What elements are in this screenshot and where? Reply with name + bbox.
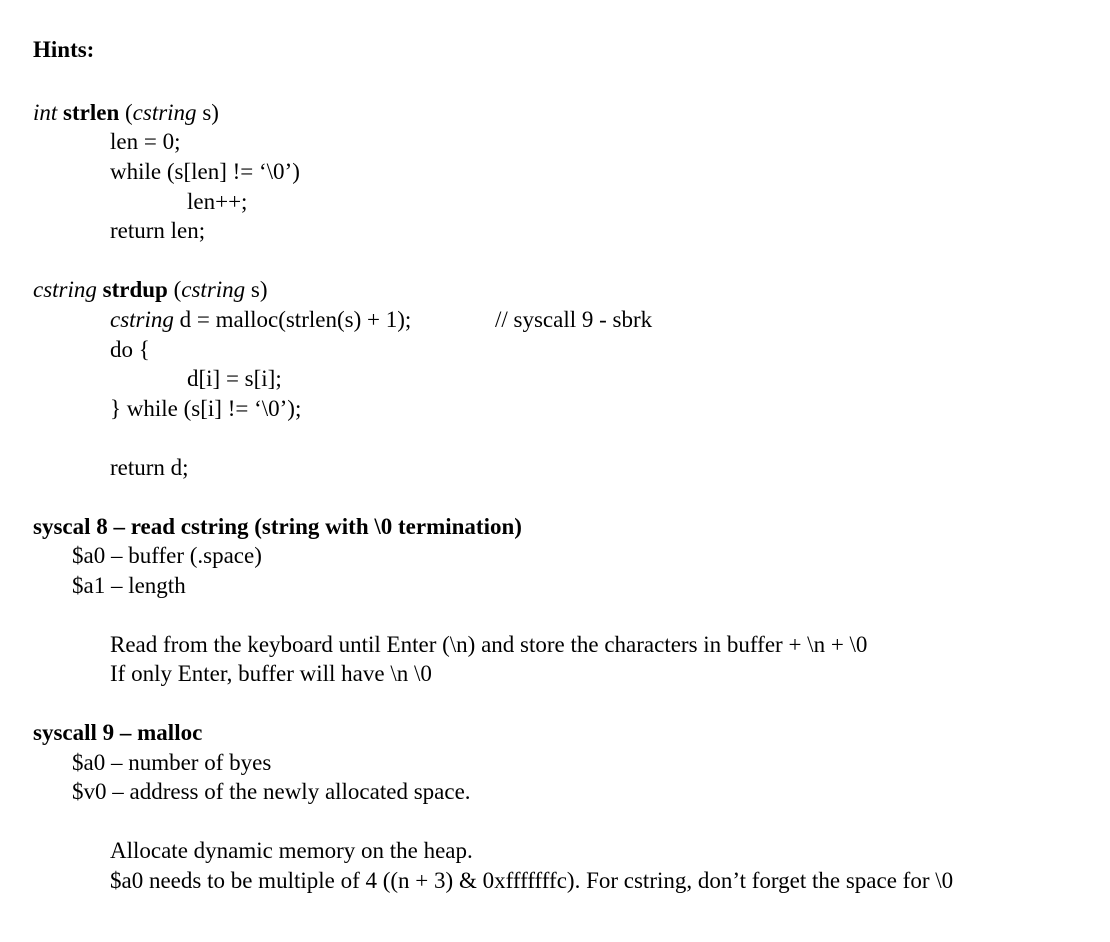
hints-title: Hints: [33, 37, 95, 62]
strdup-line-3: } while (s[i] != ‘\0’); [110, 396, 302, 421]
syscall9-arg-a0: $a0 – number of byes [72, 750, 272, 775]
strlen-param-type: cstring [132, 100, 197, 125]
strlen-line-2: while (s[len] != ‘\0’) [110, 159, 300, 184]
strdup-decl [110, 308, 411, 331]
syscall9-arg-v0: $v0 – address of the newly allocated space. [72, 779, 471, 804]
syscall8-title: syscal 8 – read cstring (string with \0 termination) [33, 514, 522, 539]
syscall9-title: syscall 9 – malloc [33, 720, 203, 745]
strdup-decl-comment: // syscall 9 - sbrk [495, 307, 653, 332]
syscall8-arg-a1: $a1 – length [72, 573, 186, 598]
strlen-line-1: len = 0; [110, 129, 181, 154]
strdup-decl-type: cstring [110, 307, 174, 332]
strdup-param-type: cstring [181, 277, 246, 302]
strdup-signature: cstring strdup (cstring s) [33, 277, 268, 302]
strlen-return-type: int [33, 100, 58, 125]
strdup-line-1: do { [110, 337, 150, 362]
strdup-return-type: cstring [33, 277, 97, 302]
strlen-line-3: len++; [187, 189, 248, 214]
strdup-name: strdup [102, 277, 168, 302]
syscall8-desc-2: If only Enter, buffer will have \n \0 [110, 661, 432, 686]
strdup-param-close: s) [250, 277, 268, 302]
strdup-line-2: d[i] = s[i]; [187, 366, 282, 391]
strdup-decl-rest: d = malloc(strlen(s) + 1); [179, 307, 412, 332]
syscall8-arg-a0: $a0 – buffer (.space) [72, 543, 262, 568]
strlen-line-4: return len; [110, 218, 206, 243]
strlen-name: strlen [63, 100, 120, 125]
strlen-param-close: s) [202, 100, 219, 125]
strdup-line-4: return d; [110, 455, 189, 480]
syscall9-desc-1: Allocate dynamic memory on the heap. [110, 838, 473, 863]
strlen-signature: int strlen (cstring s) [33, 100, 219, 125]
syscall9-desc-2: $a0 needs to be multiple of 4 ((n + 3) & 0xfffffffc). For cstring, don’t forget the space for \0 [110, 868, 954, 893]
syscall8-desc-1: Read from the keyboard until Enter (\n) and store the characters in buffer + \n + \0 [110, 632, 868, 657]
